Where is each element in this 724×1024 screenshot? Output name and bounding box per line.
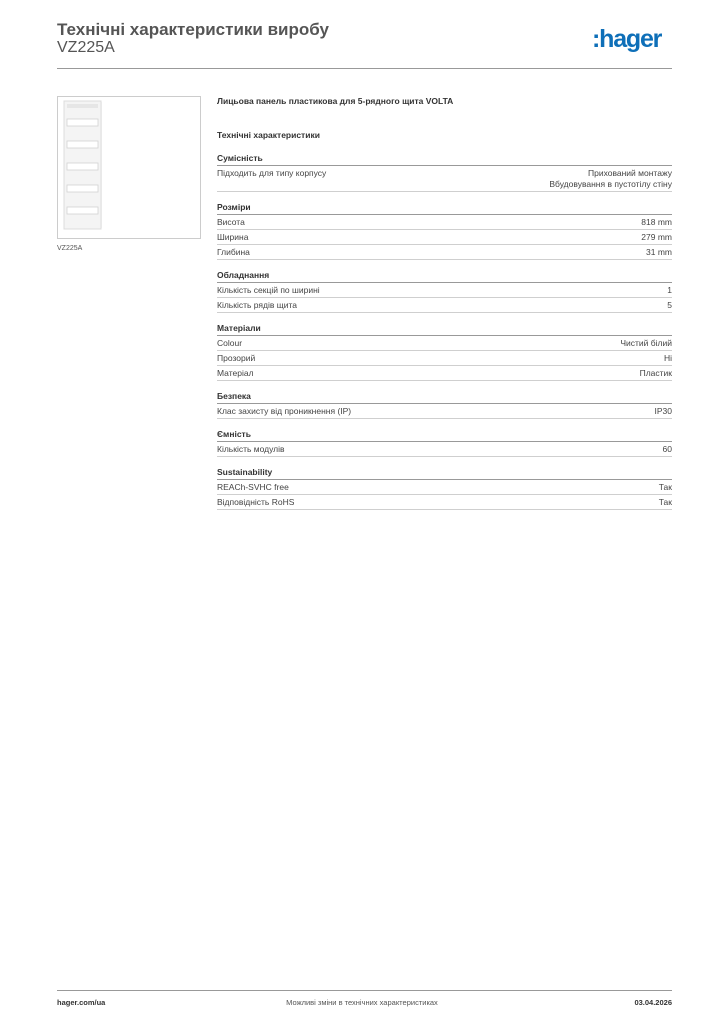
spec-row bbox=[217, 245, 672, 260]
spec-value-line: 279 mm bbox=[641, 232, 672, 242]
spec-label: Відповідність RoHS bbox=[217, 497, 295, 507]
spec-value-line: 5 bbox=[667, 300, 672, 310]
spec-value-line: 1 bbox=[667, 285, 672, 295]
section-title: Сумісність bbox=[217, 153, 672, 166]
spec-value-line: IP30 bbox=[654, 406, 672, 416]
spec-value bbox=[641, 232, 672, 243]
spec-row bbox=[217, 336, 672, 351]
spec-value-line: Вбудовування в пустотілу стіну bbox=[549, 179, 672, 189]
spec-value-line: Чистий білий bbox=[620, 338, 672, 348]
spec-content bbox=[217, 96, 672, 520]
spec-section bbox=[217, 467, 672, 510]
spec-label: Прозорий bbox=[217, 353, 256, 363]
spec-value-line: Так bbox=[658, 497, 672, 507]
spec-section bbox=[217, 202, 672, 260]
spec-row bbox=[217, 480, 672, 495]
spec-value-line: Ні bbox=[663, 353, 672, 363]
page-title: Технічні характеристики виробу bbox=[57, 20, 329, 39]
spec-row bbox=[217, 351, 672, 366]
spec-label: Кількість модулів bbox=[217, 444, 285, 454]
spec-value bbox=[549, 168, 672, 190]
spec-value bbox=[659, 482, 672, 493]
spec-row bbox=[217, 366, 672, 381]
spec-value-line: 818 mm bbox=[641, 217, 672, 227]
spec-row bbox=[217, 495, 672, 510]
spec-heading: Технічні характеристики bbox=[217, 130, 320, 140]
spec-value bbox=[667, 285, 672, 296]
product-name: Лицьова панель пластикова для 5-рядного щита VOLTA bbox=[217, 96, 454, 106]
spec-label: REACh-SVHC free bbox=[217, 482, 289, 492]
section-title: Sustainability bbox=[217, 467, 672, 480]
spec-row bbox=[217, 442, 672, 457]
spec-row bbox=[217, 298, 672, 313]
spec-label: Клас захисту від проникнення (IP) bbox=[217, 406, 352, 416]
spec-row bbox=[217, 283, 672, 298]
spec-label: Глибина bbox=[217, 247, 250, 257]
section-title: Розміри bbox=[217, 202, 672, 215]
spec-value-line: 60 bbox=[662, 444, 672, 454]
spec-value bbox=[663, 444, 672, 455]
spec-section bbox=[217, 323, 672, 381]
section-title: Матеріали bbox=[217, 323, 672, 336]
spec-label: Підходить для типу корпусу bbox=[217, 168, 327, 178]
spec-value bbox=[646, 247, 672, 258]
spec-value bbox=[641, 217, 672, 228]
spec-sections bbox=[217, 153, 672, 510]
spec-row bbox=[217, 215, 672, 230]
logo-text: :hager bbox=[592, 25, 662, 53]
section-title: Ємність bbox=[217, 429, 672, 442]
spec-label: Ширина bbox=[217, 232, 249, 242]
section-title: Безпека bbox=[217, 391, 672, 404]
spec-value-line: Так bbox=[658, 482, 672, 492]
footer-divider bbox=[57, 990, 672, 991]
spec-label: Висота bbox=[217, 217, 245, 227]
footer-date: 03.04.2026 bbox=[634, 998, 672, 1007]
spec-section bbox=[217, 270, 672, 313]
spec-section bbox=[217, 153, 672, 192]
spec-value-line: Пластик bbox=[639, 368, 672, 378]
footer-website[interactable]: hager.com/ua bbox=[57, 998, 106, 1007]
spec-value bbox=[620, 338, 672, 349]
product-code: VZ225A bbox=[57, 39, 115, 56]
spec-value bbox=[659, 497, 672, 508]
spec-value-line: Прихований монтажу bbox=[588, 168, 672, 178]
spec-value bbox=[640, 368, 672, 379]
spec-row bbox=[217, 230, 672, 245]
spec-row bbox=[217, 404, 672, 419]
section-title: Обладнання bbox=[217, 270, 672, 283]
footer-disclaimer: Можливі зміни в технічних характеристиках bbox=[286, 998, 438, 1007]
spec-label: Кількість секцій по ширині bbox=[217, 285, 320, 295]
spec-value-line: 31 mm bbox=[646, 247, 672, 257]
spec-value bbox=[655, 406, 673, 417]
hager-logo bbox=[592, 25, 674, 57]
spec-section bbox=[217, 429, 672, 457]
spec-section bbox=[217, 391, 672, 419]
spec-row bbox=[217, 166, 672, 192]
spec-label: Матеріал bbox=[217, 368, 254, 378]
header-divider bbox=[57, 68, 672, 69]
spec-label: Colour bbox=[217, 338, 243, 348]
product-image bbox=[57, 96, 201, 239]
spec-value bbox=[667, 300, 672, 311]
image-caption: VZ225A bbox=[57, 245, 83, 252]
spec-label: Кількість рядів щита bbox=[217, 300, 297, 310]
spec-value bbox=[664, 353, 672, 364]
